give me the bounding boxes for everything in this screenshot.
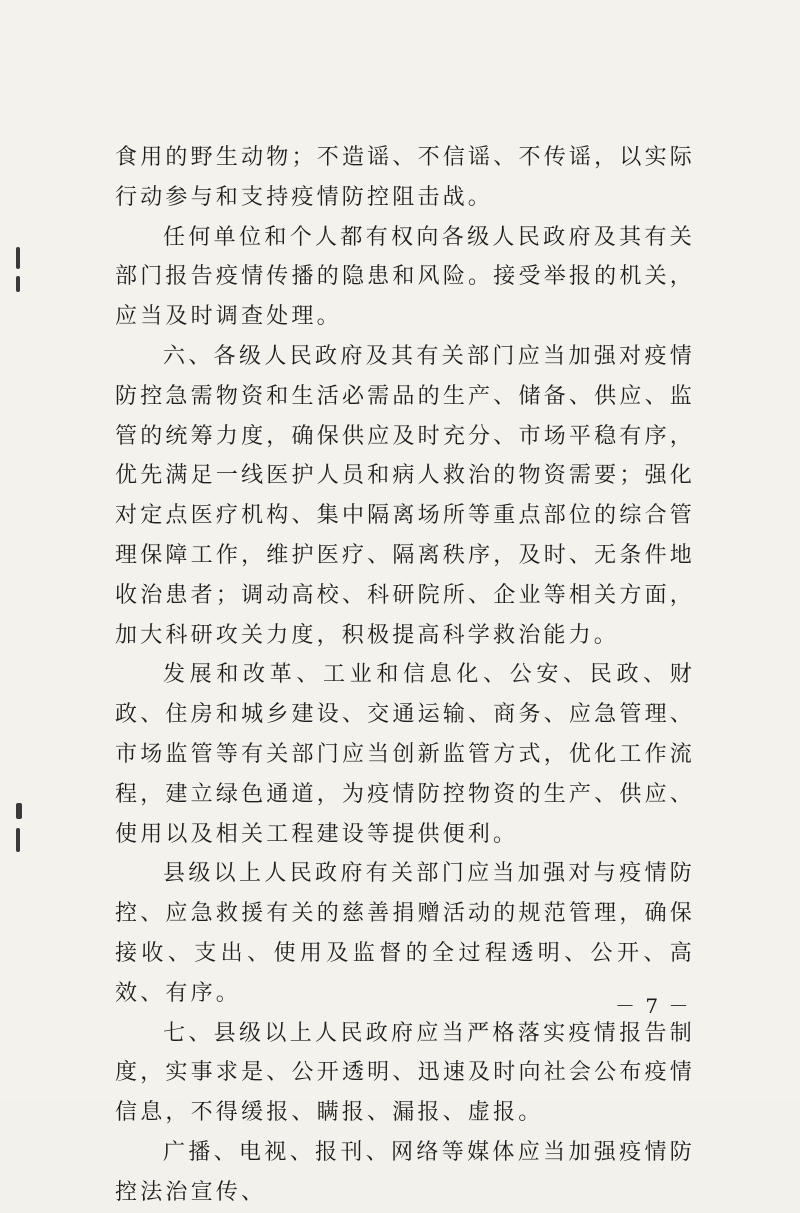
paragraph: 发展和改革、工业和信息化、公安、民政、财政、住房和城乡建设、交通运输、商务、应急管理、市场监管等有关部门应当创新监管方式，优化工作流程，建立绿色通道，为疫情防控物资的生产、供应、使用以及相关工程建设等提供便利。 <box>115 662 695 847</box>
binding-hole-mark <box>16 276 20 292</box>
paragraph: 任何单位和个人都有权向各级人民政府及其有关部门报告疫情传播的隐患和风险。接受举报的机关，应当及时调查处理。 <box>115 224 695 330</box>
document-body <box>115 138 695 1213</box>
binding-hole-mark <box>16 247 20 269</box>
paragraph: 县级以上人民政府有关部门应当加强对与疫情防控、应急救援有关的慈善捐赠活动的规范管理，确保接收、支出、使用及监督的全过程透明、公开、高效、有序。 <box>115 861 695 1006</box>
paragraph: 广播、电视、报刊、网络等媒体应当加强疫情防控法治宣传、 <box>115 1139 695 1205</box>
binding-hole-mark <box>16 828 20 852</box>
page-number: － 7 － <box>615 994 691 1018</box>
binding-hole-mark <box>16 803 22 819</box>
paragraph-continued: 食用的野生动物；不造谣、不信谣、不传谣，以实际行动参与和支持疫情防控阻击战。 <box>115 145 695 210</box>
paragraph-article-7: 七、县级以上人民政府应当严格落实疫情报告制度，实事求是、公开透明、迅速及时向社会公布疫情信息，不得缓报、瞒报、漏报、虚报。 <box>115 1020 695 1126</box>
paragraph-article-6: 六、各级人民政府及其有关部门应当加强对疫情防控急需物资和生活必需品的生产、储备、供应、监管的统筹力度，确保供应及时充分、市场平稳有序，优先满足一线医护人员和病人救治的物资需要；强化对定点医疗机构、集中隔离场所等重点部位的综合管理保障工作，维护医疗、隔离秩序，及时、无条件地收治患者；调动高校、科研院所、企业等相关方面，加大科研攻关力度，积极提高科学救治能力。 <box>115 343 695 648</box>
